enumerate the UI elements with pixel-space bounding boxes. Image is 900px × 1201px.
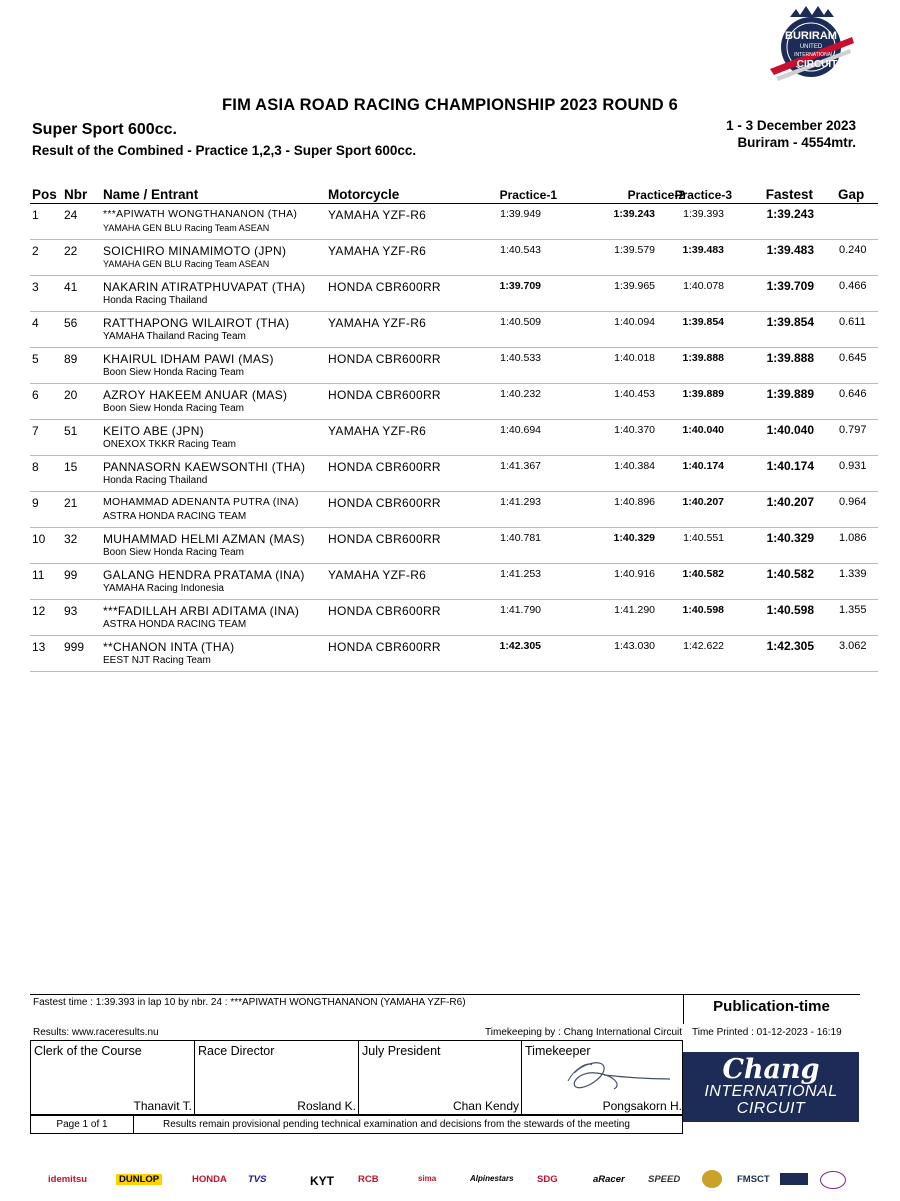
cell-motorcycle: HONDA CBR600RR bbox=[328, 460, 441, 474]
cell-motorcycle: HONDA CBR600RR bbox=[328, 640, 441, 654]
cell-pos: 6 bbox=[32, 388, 39, 402]
col-fastest: Fastest bbox=[765, 187, 813, 202]
cell-gap: 0.611 bbox=[839, 316, 866, 328]
cell-practice-2: 1:40.453 bbox=[614, 388, 655, 400]
cell-pos: 7 bbox=[32, 424, 39, 438]
cell-practice-2: 1:40.384 bbox=[614, 460, 655, 472]
cell-nbr: 999 bbox=[64, 640, 85, 654]
cell-team: ONEXOX TKKR Racing Team bbox=[103, 439, 237, 450]
cell-rider: ***FADILLAH ARBI ADITAMA (INA) bbox=[103, 604, 300, 618]
cell-nbr: 41 bbox=[64, 280, 78, 294]
signature-cell bbox=[195, 1041, 359, 1114]
signature-name: Chan Kendy bbox=[452, 1099, 519, 1113]
svg-text:CIRCUIT: CIRCUIT bbox=[796, 59, 838, 70]
cell-practice-2: 1:40.094 bbox=[614, 316, 655, 328]
cell-gap: 3.062 bbox=[839, 640, 867, 652]
cell-practice-2: 1:39.579 bbox=[614, 244, 655, 256]
cell-motorcycle: HONDA CBR600RR bbox=[328, 532, 441, 546]
cell-team: YAMAHA Racing Indonesia bbox=[103, 583, 224, 594]
cell-practice-1: 1:39.709 bbox=[499, 280, 541, 292]
provisional-note: Results remain provisional pending technical examination and decisions from the stewards of the meeting bbox=[163, 1119, 630, 1130]
cell-fastest: 1:40.174 bbox=[766, 459, 814, 473]
cell-gap: 0.645 bbox=[839, 352, 867, 364]
table-row bbox=[30, 564, 878, 600]
cell-practice-1: 1:41.253 bbox=[500, 568, 541, 580]
cell-motorcycle: HONDA CBR600RR bbox=[328, 604, 441, 618]
sponsor-logo-badge bbox=[780, 1173, 808, 1185]
cell-practice-2: 1:43.030 bbox=[614, 640, 655, 652]
signature-role: Clerk of the Course bbox=[34, 1044, 142, 1058]
cell-rider: **CHANON INTA (THA) bbox=[103, 640, 235, 654]
chang-circuit-logo bbox=[683, 1052, 859, 1122]
results-url: Results: www.raceresults.nu bbox=[33, 1027, 159, 1038]
cell-fastest: 1:39.888 bbox=[766, 351, 814, 365]
page-row bbox=[30, 1115, 683, 1134]
cell-nbr: 93 bbox=[64, 604, 78, 618]
cell-practice-2: 1:41.290 bbox=[614, 604, 655, 616]
cell-practice-3: 1:40.078 bbox=[683, 280, 724, 292]
cell-nbr: 99 bbox=[64, 568, 78, 582]
cell-rider: MOHAMMAD ADENANTA PUTRA (INA) bbox=[103, 496, 299, 508]
cell-fastest: 1:40.207 bbox=[766, 495, 814, 509]
signature-cell bbox=[31, 1041, 195, 1114]
cell-rider: NAKARIN ATIRATPHUVAPAT (THA) bbox=[103, 280, 306, 294]
cell-fastest: 1:40.040 bbox=[766, 423, 814, 437]
sponsor-logo-sima: sima bbox=[418, 1174, 437, 1183]
cell-practice-3: 1:40.551 bbox=[683, 532, 724, 544]
table-row bbox=[30, 528, 878, 564]
cell-pos: 1 bbox=[32, 208, 39, 222]
cell-practice-3: 1:40.582 bbox=[682, 568, 724, 580]
cell-team: Honda Racing Thailand bbox=[103, 475, 208, 486]
cell-nbr: 51 bbox=[64, 424, 78, 438]
cell-practice-2: 1:40.329 bbox=[613, 532, 655, 544]
cell-motorcycle: HONDA CBR600RR bbox=[328, 352, 441, 366]
time-printed: Time Printed : 01-12-2023 - 16:19 bbox=[692, 1027, 842, 1038]
cell-team: Boon Siew Honda Racing Team bbox=[103, 547, 245, 558]
svg-text:INTERNATIONAL: INTERNATIONAL bbox=[794, 52, 834, 58]
cell-team: EEST NJT Racing Team bbox=[103, 655, 211, 666]
page-number: Page 1 of 1 bbox=[31, 1116, 134, 1133]
cell-practice-2: 1:39.965 bbox=[614, 280, 655, 292]
cell-practice-2: 1:40.896 bbox=[614, 496, 655, 508]
document-title: FIM ASIA ROAD RACING CHAMPIONSHIP 2023 ROUND 6 bbox=[222, 96, 678, 114]
cell-fastest: 1:39.709 bbox=[766, 279, 814, 293]
cell-motorcycle: YAMAHA YZF-R6 bbox=[328, 316, 427, 330]
fastest-time-note: Fastest time : 1:39.393 in lap 10 by nbr. 24 : ***APIWATH WONGTHANANON (YAMAHA YZF-R6) bbox=[33, 997, 466, 1008]
sponsor-logo-sdg: SDG bbox=[537, 1174, 558, 1185]
cell-pos: 13 bbox=[32, 640, 46, 654]
sponsor-logo-alpinestars: Alpinestars bbox=[470, 1174, 514, 1183]
cell-gap: 0.240 bbox=[839, 244, 867, 256]
class-name: Super Sport 600cc. bbox=[32, 121, 177, 138]
signature-role: Timekeeper bbox=[525, 1044, 591, 1058]
cell-motorcycle: YAMAHA YZF-R6 bbox=[328, 568, 427, 582]
cell-team: Boon Siew Honda Racing Team bbox=[103, 403, 245, 414]
sponsor-logo-dunlop: DUNLOP bbox=[116, 1174, 162, 1185]
table-row bbox=[30, 276, 878, 312]
cell-gap: 0.646 bbox=[839, 388, 867, 400]
cell-gap: 1.086 bbox=[839, 532, 867, 544]
result-subtitle: Result of the Combined - Practice 1,2,3 - Super Sport 600cc. bbox=[32, 143, 417, 158]
chang-logo-line1: INTERNATIONAL bbox=[704, 1083, 838, 1100]
table-row bbox=[30, 636, 878, 672]
sponsor-strip bbox=[40, 1170, 865, 1190]
cell-team: ASTRA HONDA RACING TEAM bbox=[103, 619, 247, 630]
col-practice-2: Practice-2 bbox=[627, 188, 685, 202]
cell-gap: 1.355 bbox=[839, 604, 867, 616]
cell-practice-1: 1:40.509 bbox=[500, 316, 541, 328]
cell-practice-2: 1:40.018 bbox=[614, 352, 655, 364]
sponsor-logo-emblem bbox=[702, 1170, 722, 1188]
cell-practice-3: 1:40.207 bbox=[682, 496, 724, 508]
cell-practice-2: 1:39.243 bbox=[613, 208, 655, 220]
signature-cell bbox=[359, 1041, 522, 1114]
cell-rider: ***APIWATH WONGTHANANON (THA) bbox=[103, 208, 298, 220]
cell-rider: MUHAMMAD HELMI AZMAN (MAS) bbox=[103, 532, 305, 546]
cell-practice-1: 1:42.305 bbox=[499, 640, 541, 652]
cell-fastest: 1:40.598 bbox=[766, 603, 814, 617]
signature-name: Pongsakorn H. bbox=[602, 1099, 682, 1113]
signature-role: Race Director bbox=[198, 1044, 275, 1058]
results-table bbox=[30, 186, 878, 672]
cell-gap: 0.931 bbox=[839, 460, 867, 472]
chang-logo-line2: CIRCUIT bbox=[736, 1100, 806, 1117]
table-row bbox=[30, 312, 878, 348]
cell-fastest: 1:39.483 bbox=[766, 243, 814, 257]
cell-nbr: 21 bbox=[64, 496, 78, 510]
cell-pos: 12 bbox=[32, 604, 46, 618]
cell-team: ASTRA HONDA RACING TEAM bbox=[103, 511, 247, 522]
sponsor-logo-fmsct: FMSCT bbox=[737, 1174, 770, 1185]
cell-pos: 8 bbox=[32, 460, 39, 474]
cell-practice-3: 1:42.622 bbox=[683, 640, 724, 652]
cell-team: YAMAHA GEN BLU Racing Team ASEAN bbox=[103, 223, 270, 233]
cell-practice-3: 1:40.598 bbox=[682, 604, 724, 616]
cell-practice-3: 1:40.040 bbox=[682, 424, 724, 436]
sponsor-logo-speed: SPEED bbox=[648, 1174, 681, 1185]
signature-name: Rosland K. bbox=[297, 1099, 356, 1113]
table-row bbox=[30, 204, 878, 240]
col-gap: Gap bbox=[838, 187, 865, 202]
cell-motorcycle: HONDA CBR600RR bbox=[328, 388, 441, 402]
cell-nbr: 56 bbox=[64, 316, 78, 330]
col-motorcycle: Motorcycle bbox=[328, 187, 400, 202]
svg-text:UNITED: UNITED bbox=[799, 44, 823, 50]
signature-name: Thanavit T. bbox=[133, 1099, 192, 1113]
sponsor-logo-rcb: RCB bbox=[358, 1174, 379, 1185]
cell-gap: 0.964 bbox=[839, 496, 867, 508]
sponsor-logo-round bbox=[820, 1171, 846, 1189]
timekeeping-note: Timekeeping by : Chang International Circuit bbox=[485, 1027, 682, 1038]
cell-practice-2: 1:40.916 bbox=[614, 568, 655, 580]
cell-practice-1: 1:39.949 bbox=[500, 208, 541, 220]
cell-practice-3: 1:39.854 bbox=[682, 316, 724, 328]
signature-role: July President bbox=[362, 1044, 441, 1058]
cell-practice-1: 1:40.232 bbox=[500, 388, 541, 400]
cell-practice-1: 1:40.533 bbox=[500, 352, 541, 364]
cell-fastest: 1:39.243 bbox=[766, 207, 814, 221]
cell-nbr: 15 bbox=[64, 460, 78, 474]
handwritten-signature bbox=[544, 1051, 674, 1099]
table-header bbox=[30, 186, 878, 204]
cell-practice-3: 1:39.889 bbox=[682, 388, 724, 400]
cell-rider: KEITO ABE (JPN) bbox=[103, 424, 204, 438]
sponsor-logo-kyt: KYT bbox=[310, 1174, 334, 1188]
cell-rider: AZROY HAKEEM ANUAR (MAS) bbox=[103, 388, 288, 402]
cell-pos: 10 bbox=[32, 532, 46, 546]
table-row bbox=[30, 456, 878, 492]
cell-fastest: 1:39.854 bbox=[766, 315, 814, 329]
cell-nbr: 22 bbox=[64, 244, 78, 258]
cell-motorcycle: YAMAHA YZF-R6 bbox=[328, 244, 427, 258]
cell-team: YAMAHA Thailand Racing Team bbox=[103, 331, 246, 342]
cell-motorcycle: YAMAHA YZF-R6 bbox=[328, 424, 427, 438]
cell-rider: GALANG HENDRA PRATAMA (INA) bbox=[103, 568, 305, 582]
buriram-circuit-logo bbox=[762, 3, 860, 83]
event-date: 1 - 3 December 2023 bbox=[726, 118, 856, 133]
cell-gap: 0.466 bbox=[839, 280, 867, 292]
cell-team: YAMAHA GEN BLU Racing Team ASEAN bbox=[103, 259, 270, 269]
event-venue: Buriram - 4554mtr. bbox=[737, 135, 856, 150]
cell-pos: 5 bbox=[32, 352, 39, 366]
cell-motorcycle: HONDA CBR600RR bbox=[328, 280, 441, 294]
sponsor-logo-tvs: TVS bbox=[248, 1174, 267, 1185]
col-practice-3: Practice-3 bbox=[674, 188, 732, 202]
signature-table bbox=[30, 1040, 683, 1115]
cell-practice-3: 1:39.393 bbox=[683, 208, 724, 220]
cell-practice-1: 1:40.694 bbox=[500, 424, 541, 436]
cell-pos: 3 bbox=[32, 280, 39, 294]
table-row bbox=[30, 384, 878, 420]
cell-team: Boon Siew Honda Racing Team bbox=[103, 367, 245, 378]
cell-practice-3: 1:39.888 bbox=[682, 352, 724, 364]
cell-gap: 0.797 bbox=[839, 424, 867, 436]
chang-logo-word: Chang bbox=[722, 1054, 820, 1085]
table-row bbox=[30, 600, 878, 636]
svg-text:BURIRAM: BURIRAM bbox=[785, 30, 837, 42]
cell-motorcycle: YAMAHA YZF-R6 bbox=[328, 208, 427, 222]
cell-nbr: 89 bbox=[64, 352, 78, 366]
cell-practice-2: 1:40.370 bbox=[614, 424, 655, 436]
col-name: Name / Entrant bbox=[103, 187, 199, 202]
cell-practice-1: 1:41.367 bbox=[500, 460, 541, 472]
cell-pos: 4 bbox=[32, 316, 39, 330]
cell-pos: 9 bbox=[32, 496, 39, 510]
cell-nbr: 32 bbox=[64, 532, 78, 546]
table-row bbox=[30, 348, 878, 384]
cell-motorcycle: HONDA CBR600RR bbox=[328, 496, 441, 510]
publication-title: Publication-time bbox=[713, 998, 830, 1015]
cell-rider: PANNASORN KAEWSONTHI (THA) bbox=[103, 460, 306, 474]
cell-nbr: 24 bbox=[64, 208, 78, 222]
col-pos: Pos bbox=[32, 187, 57, 202]
col-nbr: Nbr bbox=[64, 187, 88, 202]
cell-rider: RATTHAPONG WILAIROT (THA) bbox=[103, 316, 290, 330]
signature-cell bbox=[522, 1041, 684, 1114]
cell-rider: KHAIRUL IDHAM PAWI (MAS) bbox=[103, 352, 274, 366]
cell-practice-1: 1:40.781 bbox=[500, 532, 541, 544]
cell-nbr: 20 bbox=[64, 388, 78, 402]
cell-practice-1: 1:41.790 bbox=[500, 604, 541, 616]
table-row bbox=[30, 492, 878, 528]
cell-pos: 2 bbox=[32, 244, 39, 258]
sponsor-logo-honda: HONDA bbox=[192, 1174, 227, 1185]
cell-fastest: 1:39.889 bbox=[766, 387, 814, 401]
sponsor-logo-aracer: aRacer bbox=[593, 1174, 625, 1185]
cell-practice-3: 1:40.174 bbox=[682, 460, 724, 472]
table-row bbox=[30, 240, 878, 276]
sponsor-logo-idemitsu: idemitsu bbox=[48, 1174, 88, 1185]
cell-rider: SOICHIRO MINAMIMOTO (JPN) bbox=[103, 244, 287, 258]
cell-practice-1: 1:40.543 bbox=[500, 244, 541, 256]
cell-team: Honda Racing Thailand bbox=[103, 295, 208, 306]
cell-practice-1: 1:41.293 bbox=[500, 496, 541, 508]
col-practice-1: Practice-1 bbox=[499, 188, 557, 202]
cell-practice-3: 1:39.483 bbox=[682, 244, 724, 256]
cell-fastest: 1:40.329 bbox=[766, 531, 814, 545]
cell-fastest: 1:40.582 bbox=[766, 567, 814, 581]
cell-pos: 11 bbox=[32, 568, 45, 582]
cell-fastest: 1:42.305 bbox=[766, 639, 814, 653]
table-row bbox=[30, 420, 878, 456]
cell-gap: 1.339 bbox=[839, 568, 867, 580]
